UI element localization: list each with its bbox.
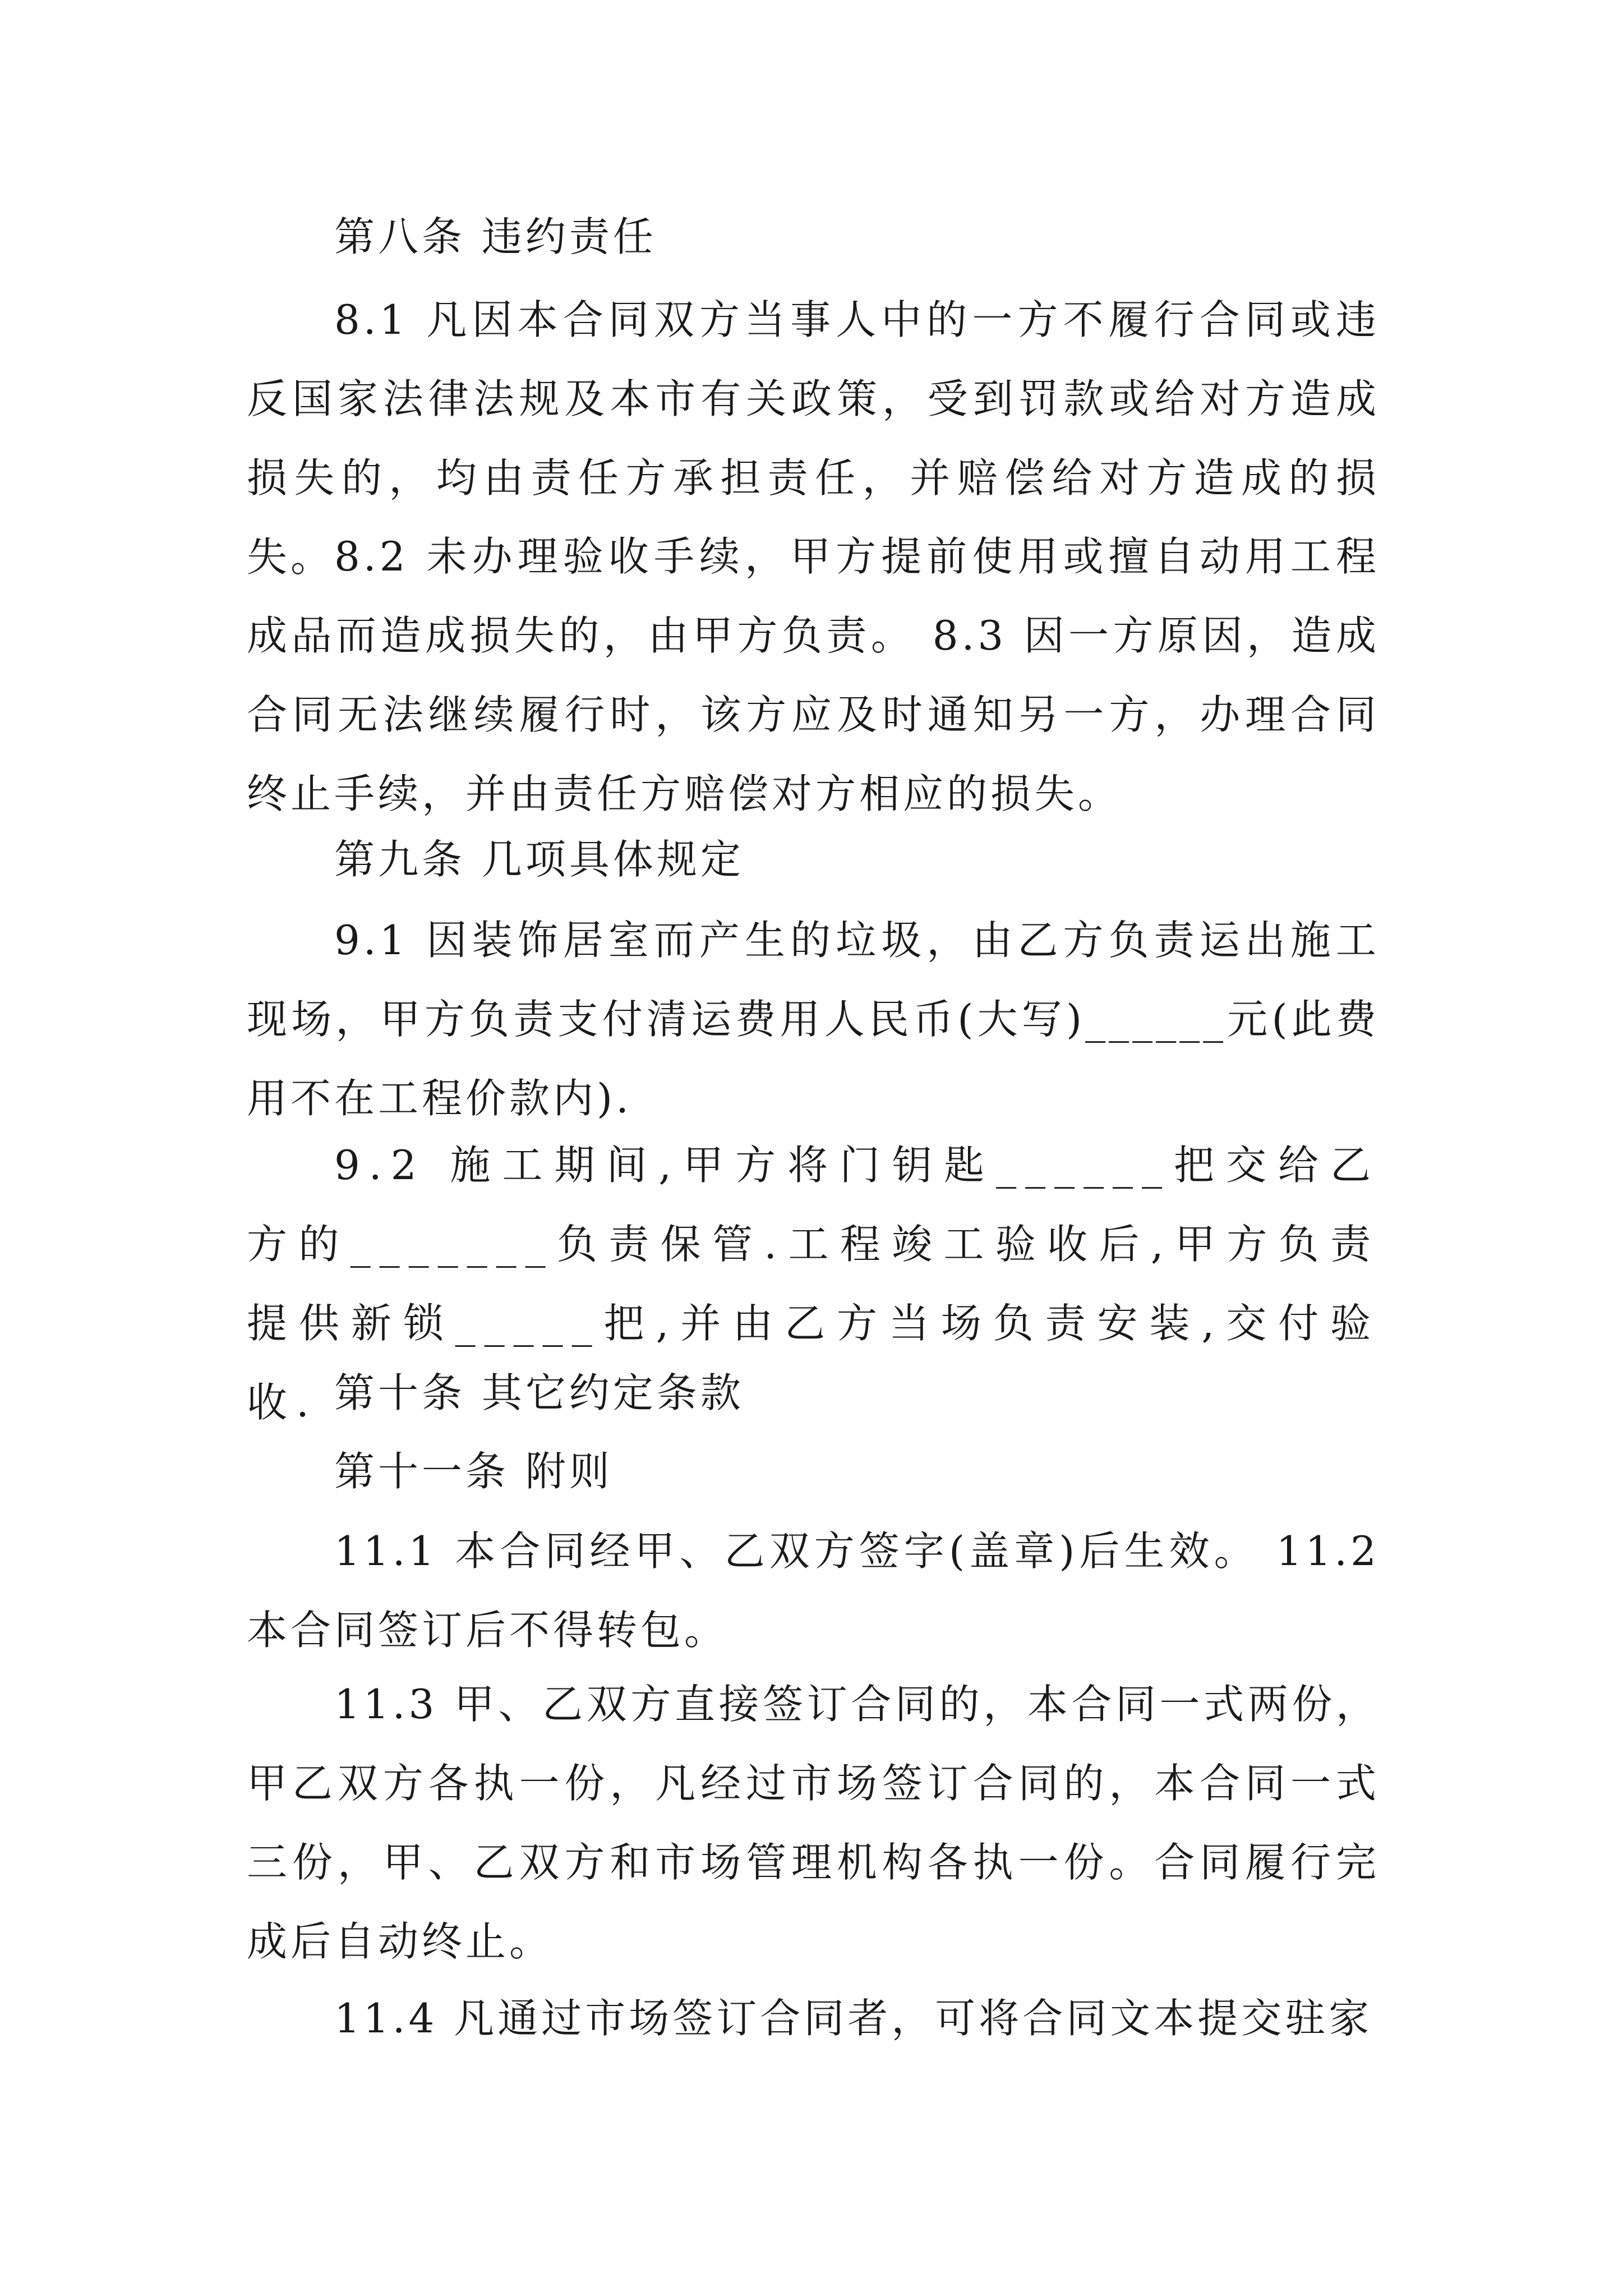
clause-9-2: 9.2 施工期间,甲方将门钥匙______把交给乙方的_______负责保管.工程竣工验收后,甲方负责提供新锁_____把,并由乙方当场负责安装,交付验收. (247, 1142, 1380, 1426)
article-9-heading: 第九条 几项具体规定 (334, 836, 744, 883)
article-11-heading: 第十一条 附则 (334, 1448, 613, 1495)
article-10-heading: 第十条 其它约定条款 (334, 1369, 744, 1416)
clause-11-4: 11.4 凡通过市场签订合同者，可将合同文本提交驻家 (334, 1995, 1373, 2042)
clause-9-1: 9.1 因装饰居室而产生的垃圾，由乙方负责运出施工现场，甲方负责支付清运费用人民币(大写)______元(此费用不在工程价款内). (247, 917, 1380, 1122)
clause-11-1-11-2: 11.1 本合同经甲、乙双方签字(盖章)后生效。 11.2 本合同签订后不得转包。 (247, 1527, 1380, 1654)
clause-11-3: 11.3 甲、乙双方直接签订合同的，本合同一式两份，甲乙双方各执一份，凡经过市场签订合同的，本合同一式三份，甲、乙双方和市场管理机构各执一份。合同履行完成后自动终止。 (247, 1681, 1380, 1965)
clause-8-1: 8.1 凡因本合同双方当事人中的一方不履行合同或违反国家法律法规及本市有关政策，受到罚款或给对方造成损失的，均由责任方承担责任，并赔偿给对方造成的损失。 (247, 296, 1380, 581)
clause-8-2-8-3: 8.2 未办理验收手续，甲方提前使用或擅自动用工程成品而造成损失的，由甲方负责。 8.3 因一方原因，造成合同无法继续履行时，该方应及时通知另一方，办理合同终止手续，并由责任方赔偿对方相应的损失。 (247, 533, 1380, 817)
article-8-heading: 第八条 违约责任 (334, 213, 657, 260)
